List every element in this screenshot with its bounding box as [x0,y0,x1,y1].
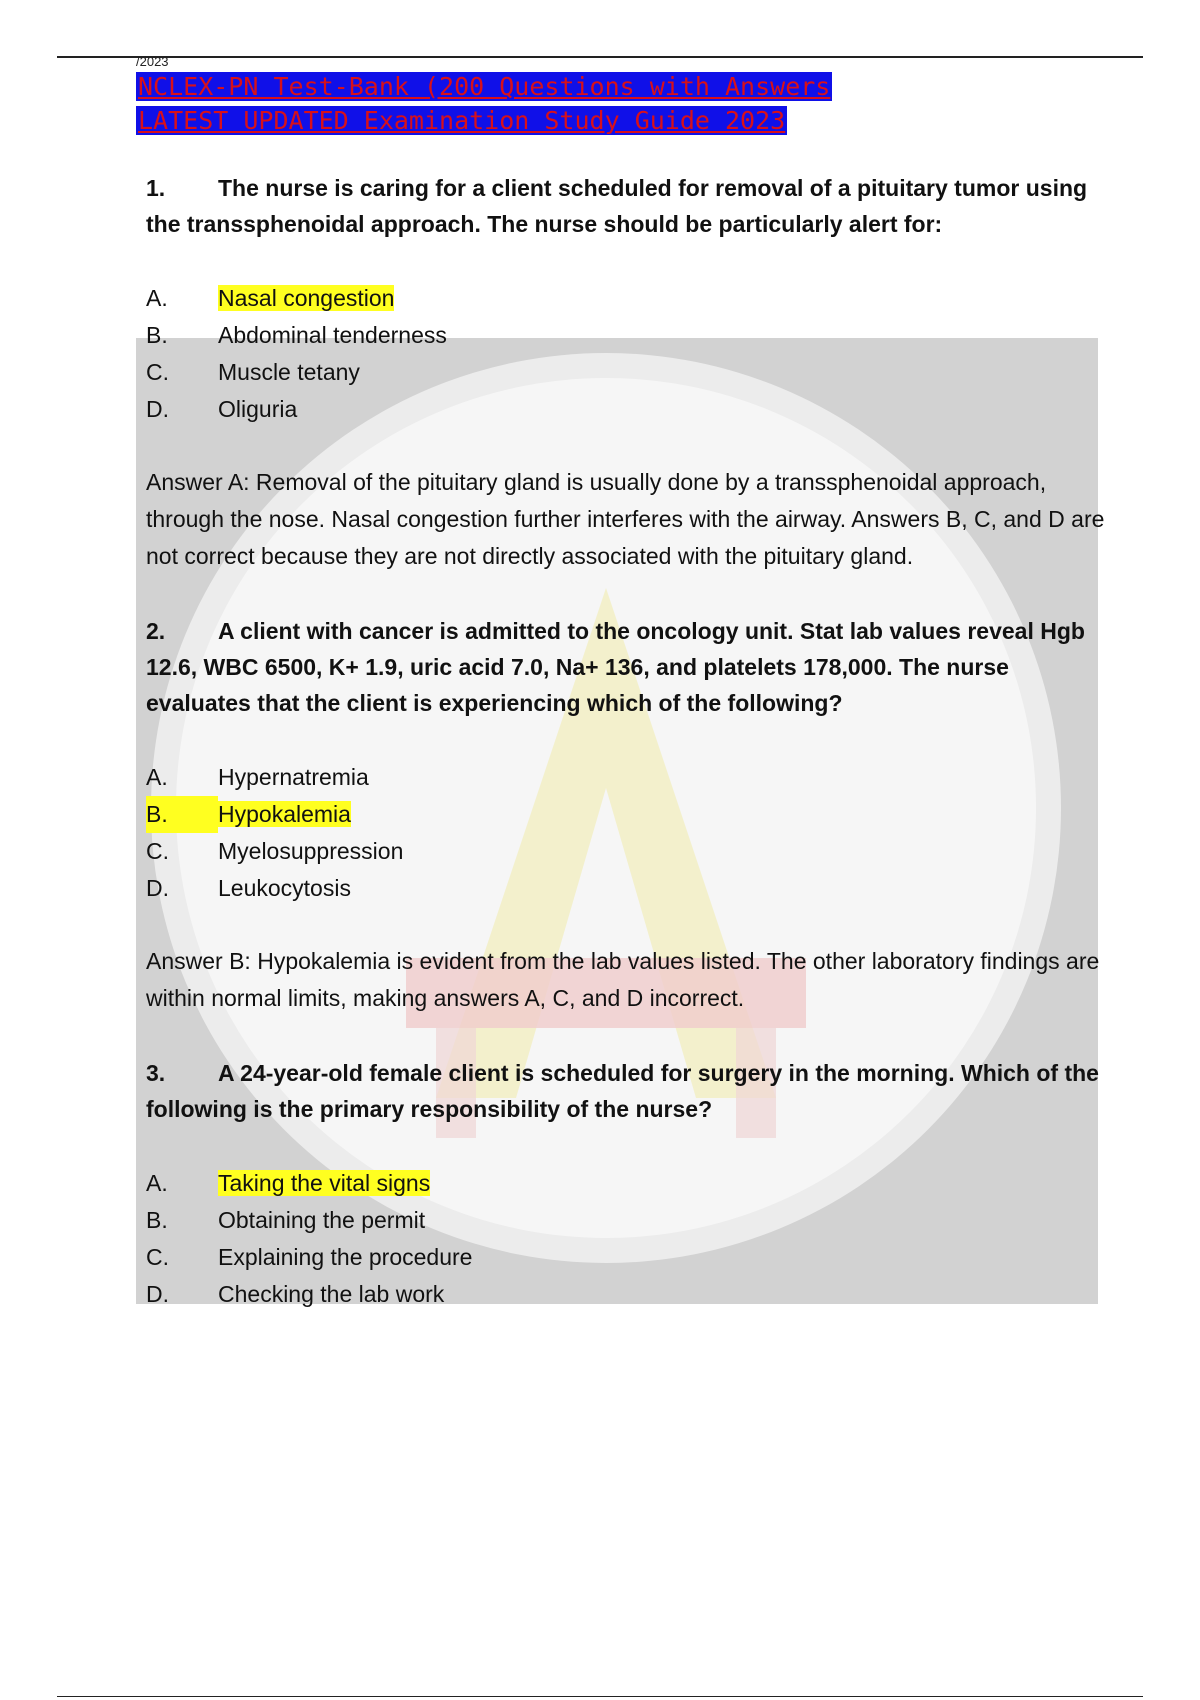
option-letter: D. [146,875,169,901]
option-letter: C. [146,838,169,864]
option-d [146,870,1106,907]
option-letter: C. [146,359,169,385]
question-stem [146,170,1106,242]
question-number: 2. [146,618,166,644]
question-block-1 [146,170,1106,575]
option-a [146,280,1106,317]
option-letter: D. [146,1281,169,1307]
option-c [146,1239,1106,1276]
top-rule [57,56,1143,58]
question-text: The nurse is caring for a client scheduled for removal of a pituitary tumor using the transsphenoidal approach. The nurse should be particularly alert for: [146,175,1088,237]
option-letter: B. [146,322,168,348]
question-stem [146,613,1106,721]
bottom-rule [57,1696,1143,1697]
question-stem [146,1055,1106,1127]
document-title[interactable] [136,70,832,138]
question-text: A client with cancer is admitted to the oncology unit. Stat lab values reveal Hgb 12.6, WBC 6500, K+ 1.9, uric acid 7.0, Na+ 136, and platelets 178,000. The nurse evaluates that the client is experiencing which of the following? [146,618,1085,716]
option-text: Checking the lab work [218,1281,445,1307]
option-text: Muscle tetany [218,359,360,385]
option-d [146,1276,1106,1313]
option-list [146,280,1106,428]
option-text: Myelosuppression [218,838,404,864]
option-text: Abdominal tenderness [218,322,447,348]
question-block-3 [146,1055,1106,1313]
option-list [146,1165,1106,1313]
option-b [146,317,1106,354]
option-c [146,833,1106,870]
option-letter: B. [146,1207,168,1233]
question-number: 3. [146,1060,166,1086]
question-list [146,170,1106,1351]
option-letter: D. [146,396,169,422]
option-a [146,759,1106,796]
answer-explanation: Answer B: Hypokalemia is evident from the lab values listed. The other laboratory findings are within normal limits, making answers A, C, and D incorrect. [146,948,1100,1011]
option-letter: A. [146,764,168,790]
option-a [146,1165,1106,1202]
question-block-2 [146,613,1106,1017]
option-c [146,354,1106,391]
option-letter: C. [146,1244,169,1270]
answer-explanation: Answer A: Removal of the pituitary gland is usually done by a transsphenoidal approach, through the nose. Nasal congestion further interferes with the airway. Answers B, C, and D are not correct because they are not directly associated with the pituitary gland. [146,469,1105,569]
option-text: Hypernatremia [218,764,369,790]
option-letter: A. [146,285,168,311]
option-letter: A. [146,1170,168,1196]
option-text: Obtaining the permit [218,1207,426,1233]
option-d [146,391,1106,428]
option-b [146,796,1106,833]
option-text: Leukocytosis [218,875,351,901]
option-letter: B. [146,796,218,833]
option-text-highlighted: Taking the vital signs [218,1170,431,1196]
option-b [146,1202,1106,1239]
option-list [146,759,1106,907]
question-text: A 24-year-old female client is scheduled for surgery in the morning. Which of the following is the primary responsibility of the nurse? [146,1060,1099,1122]
option-text: Explaining the procedure [218,1244,473,1270]
option-text-highlighted: Hypokalemia [218,801,351,827]
option-text-highlighted: Nasal congestion [218,285,395,311]
option-text: Oliguria [218,396,298,422]
title-line-2[interactable]: LATEST UPDATED Examination Study Guide 2023 [138,106,786,135]
question-number: 1. [146,175,166,201]
title-line-1[interactable]: NCLEX-PN Test-Bank (200 Questions with Answers [138,72,831,101]
year-label: /2023 [136,54,169,69]
